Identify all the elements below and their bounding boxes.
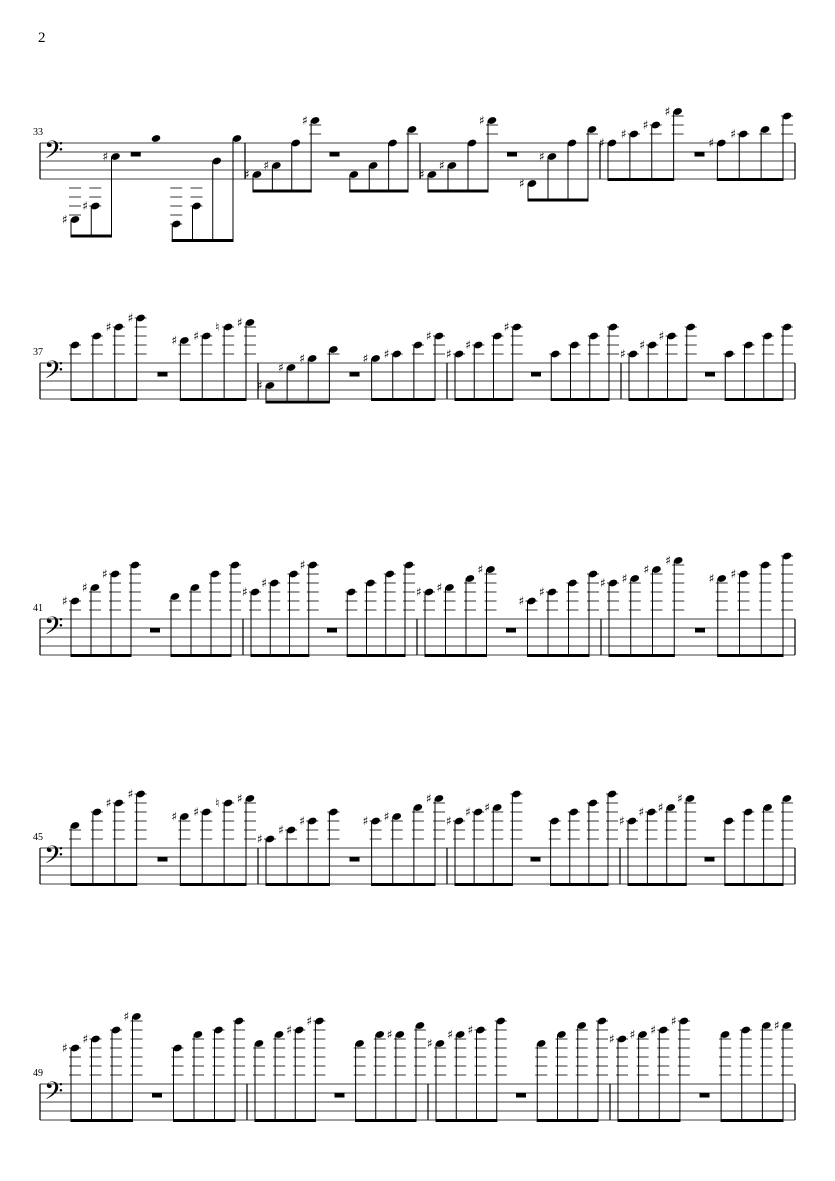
sharp-icon: ♯: [657, 800, 664, 815]
sharp-icon: ♯: [665, 553, 672, 568]
beam: [725, 398, 784, 401]
beam: [717, 178, 784, 181]
sharp-icon: ♯: [670, 1014, 677, 1028]
beam: [608, 178, 675, 181]
beam: [528, 199, 589, 202]
beam: [455, 883, 513, 886]
sharp-icon: ♯: [677, 791, 683, 806]
sharp-icon: ♯: [503, 320, 510, 334]
sharp-icon: ♯: [416, 585, 422, 599]
sharp-icon: ♯: [620, 347, 626, 361]
sharp-icon: ♯: [426, 329, 432, 343]
measure-number: 41: [33, 603, 43, 614]
sharp-icon: ♯: [619, 814, 625, 828]
sharp-icon: ♯: [426, 791, 432, 806]
half-rest: [531, 857, 541, 862]
half-rest: [695, 152, 705, 157]
notehead: [151, 134, 161, 143]
sharp-icon: ♯: [362, 814, 369, 828]
sharp-icon: ♯: [383, 809, 390, 824]
beam: [171, 654, 232, 657]
sharp-icon: ♯: [620, 127, 627, 141]
beam: [71, 1119, 134, 1122]
sharp-icon: ♯: [642, 118, 649, 132]
sharp-icon: ♯: [257, 832, 263, 846]
beam: [71, 883, 138, 886]
sharp-icon: ♯: [171, 809, 178, 824]
beam: [266, 883, 330, 886]
half-rest: [531, 372, 541, 377]
sharp-icon: ♯: [242, 585, 248, 599]
sharp-icon: ♯: [299, 351, 306, 366]
sharp-icon: ♯: [650, 1023, 657, 1037]
half-rest: [150, 628, 160, 633]
sharp-icon: ♯: [436, 580, 443, 595]
sharp-icon: ♯: [518, 594, 525, 608]
sharp-icon: ♯: [386, 1027, 393, 1042]
sharp-icon: ♯: [484, 800, 491, 815]
measure-number: 49: [33, 1068, 43, 1079]
sharp-icon: ♯: [638, 805, 645, 819]
sharp-icon: ♯: [237, 315, 243, 330]
sharp-icon: ♯: [639, 338, 646, 352]
sharp-icon: ♯: [82, 1032, 89, 1046]
sharp-icon: ♯: [127, 787, 134, 801]
sharp-icon: ♯: [362, 351, 369, 366]
beam: [629, 398, 688, 401]
sharp-icon: ♯: [261, 576, 268, 590]
half-rest: [330, 152, 340, 157]
bass-clef-icon: 𝄢: [44, 841, 64, 876]
natural-icon: ♮: [215, 796, 220, 810]
beam: [551, 398, 610, 401]
sharp-icon: ♯: [730, 127, 737, 141]
beam: [251, 654, 310, 657]
sharp-icon: ♯: [621, 571, 628, 586]
sharp-icon: ♯: [278, 823, 284, 837]
sharp-icon: ♯: [643, 562, 650, 577]
beam: [628, 883, 687, 886]
sharp-icon: ♯: [237, 791, 243, 806]
half-rest: [350, 372, 360, 377]
beam: [371, 398, 435, 401]
bass-clef-icon: 𝄢: [44, 1077, 64, 1112]
beam: [550, 883, 608, 886]
beam: [255, 1119, 316, 1122]
sharp-icon: ♯: [193, 805, 200, 819]
sharp-icon: ♯: [62, 594, 68, 608]
beam: [180, 883, 247, 886]
measure-number: 37: [33, 347, 43, 358]
sharp-icon: ♯: [62, 212, 68, 227]
sharp-icon: ♯: [62, 1041, 68, 1055]
sharp-icon: ♯: [105, 320, 112, 334]
sharp-icon: ♯: [102, 149, 109, 164]
beam: [371, 883, 435, 886]
half-rest: [131, 152, 141, 157]
sharp-icon: ♯: [439, 158, 445, 173]
beam: [717, 654, 783, 657]
beam: [253, 190, 312, 193]
half-rest: [350, 857, 360, 862]
sharp-icon: ♯: [477, 562, 484, 577]
sharp-icon: ♯: [82, 199, 89, 213]
beam: [355, 1119, 416, 1122]
sharp-icon: ♯: [658, 329, 665, 343]
beam: [71, 235, 113, 238]
sharp-icon: ♯: [244, 167, 250, 182]
measure-number: 45: [33, 832, 43, 843]
half-rest: [705, 372, 715, 377]
sharp-icon: ♯: [708, 136, 715, 150]
sharp-icon: ♯: [774, 1018, 780, 1033]
beam: [347, 654, 406, 657]
sharp-icon: ♯: [383, 347, 390, 361]
beam: [455, 398, 514, 401]
sharp-icon: ♯: [123, 1009, 130, 1024]
sharp-icon: ♯: [286, 1023, 293, 1037]
sharp-icon: ♯: [465, 338, 472, 352]
half-rest: [516, 1093, 526, 1098]
sharp-icon: ♯: [278, 360, 284, 375]
beam: [425, 654, 488, 657]
sharp-icon: ♯: [263, 158, 270, 173]
half-rest: [507, 152, 517, 157]
sharp-icon: ♯: [299, 558, 306, 572]
half-rest: [152, 1093, 162, 1098]
sharp-icon: ♯: [302, 113, 308, 128]
sharp-icon: ♯: [519, 176, 525, 191]
half-rest: [327, 628, 337, 633]
sharp-icon: ♯: [599, 136, 605, 150]
sharp-icon: ♯: [82, 580, 88, 595]
sharp-icon: ♯: [193, 329, 200, 343]
sharp-icon: ♯: [609, 1032, 615, 1046]
beam: [349, 190, 408, 193]
half-rest: [158, 372, 168, 377]
beam: [618, 1119, 681, 1122]
beam: [609, 654, 675, 657]
beam: [172, 239, 234, 242]
half-rest: [705, 857, 715, 862]
beam: [436, 1119, 498, 1122]
sharp-icon: ♯: [479, 113, 485, 128]
sharp-icon: ♯: [257, 378, 263, 393]
sharp-icon: ♯: [446, 814, 452, 828]
beam: [537, 1119, 599, 1122]
sharp-icon: ♯: [171, 333, 178, 348]
sharp-icon: ♯: [708, 571, 715, 586]
beam: [71, 654, 132, 657]
beam: [173, 1119, 236, 1122]
sharp-icon: ♯: [467, 1023, 474, 1037]
half-rest: [335, 1093, 345, 1098]
bass-clef-icon: 𝄢: [44, 612, 64, 647]
sharp-icon: ♯: [127, 311, 134, 325]
beam: [266, 401, 330, 404]
sharp-icon: ♯: [306, 1014, 313, 1028]
sharp-icon: ♯: [539, 149, 545, 164]
sharp-icon: ♯: [447, 1027, 454, 1042]
beam: [724, 883, 783, 886]
bass-clef-icon: 𝄢: [44, 356, 64, 391]
sharp-icon: ♯: [600, 576, 606, 590]
beam: [527, 654, 590, 657]
sharp-icon: ♯: [102, 567, 108, 581]
natural-icon: ♮: [215, 320, 220, 334]
sharp-icon: ♯: [105, 796, 112, 810]
sharp-icon: ♯: [629, 1027, 636, 1042]
measure-number: 33: [33, 127, 43, 138]
sharp-icon: ♯: [730, 567, 737, 581]
bass-clef-icon: 𝄢: [44, 136, 64, 171]
beam: [721, 1119, 784, 1122]
sharp-icon: ♯: [539, 585, 545, 599]
sharp-icon: ♯: [299, 814, 306, 828]
beam: [71, 398, 138, 401]
half-rest: [700, 1093, 710, 1098]
sharp-icon: ♯: [664, 104, 671, 119]
sharp-icon: ♯: [419, 167, 425, 182]
half-rest: [506, 628, 516, 633]
half-rest: [695, 628, 705, 633]
half-rest: [158, 857, 168, 862]
beam: [428, 190, 489, 193]
page-number: 2: [38, 30, 46, 46]
sharp-icon: ♯: [465, 805, 471, 819]
beam: [180, 398, 247, 401]
sharp-icon: ♯: [427, 1036, 433, 1051]
sharp-icon: ♯: [446, 347, 452, 361]
